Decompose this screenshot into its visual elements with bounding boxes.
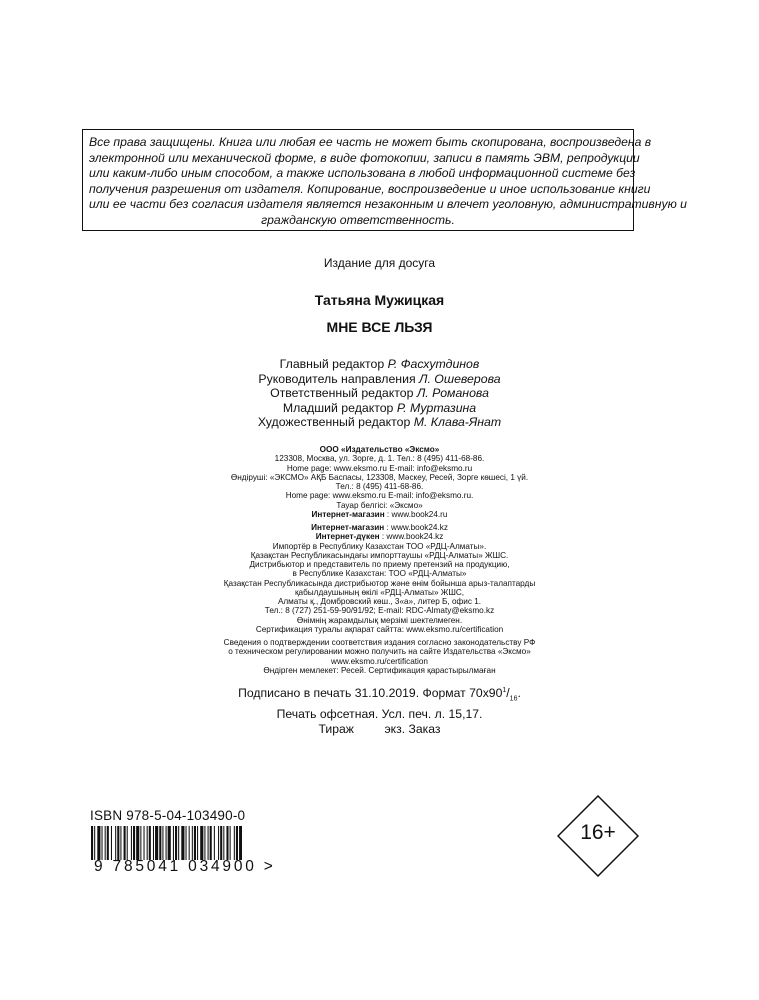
edition-type: Издание для досуга: [323, 256, 436, 270]
barcode-bar: [239, 826, 242, 860]
publisher-trademark: Тауар белгісі: «Эксмо»: [336, 500, 423, 510]
barcode-bar: [136, 826, 139, 860]
author-name: Татьяна Мужицкая: [314, 292, 445, 308]
circulation-rest: экз. Заказ: [384, 721, 441, 736]
publisher-name: ООО «Издательство «Эксмо»: [319, 445, 440, 454]
publisher-kz-producer: Өндіруші: «ЭКСМО» АҚБ Баспасы, 123308, Мәскеу, Ресей, Зорге көшесі, 1 үй.: [230, 472, 529, 482]
barcode-bar: [226, 826, 228, 860]
online-shop-kz2-url: : www.book24.kz: [379, 532, 444, 542]
online-shop-kz: [0, 523, 759, 532]
circulation-label: Тираж: [318, 721, 354, 736]
barcode-bar: [91, 826, 93, 860]
staff-name: Р. Фасхутдинов: [387, 357, 480, 371]
distributor: Дистрибьютор и представитель по приему претензий на продукцию,: [249, 560, 510, 569]
staff-line: [0, 357, 759, 372]
staff-name: Р. Муртазина: [396, 400, 477, 415]
importer: Импортёр в Республику Казахстан ТОО «РДЦ-Алматы».: [272, 541, 487, 551]
conformity-note: Сведения о подтверждении соответствия издания согласно законодательству РФ: [223, 638, 536, 647]
distributor: в Республике Казахстан: ТОО «РДЦ-Алматы»: [292, 569, 467, 579]
barcode-bar: [120, 826, 121, 860]
online-shop-kz-url: : www.book24.kz: [384, 523, 448, 532]
staff-name: Л. Ошеверова: [419, 371, 501, 386]
copyright-line: или каким-либо иным способом, а также использована в любой информационной системе без: [89, 166, 636, 181]
printing-type: Печать офсетная. Усл. печ. л. 15,17.: [276, 707, 483, 721]
barcode-bar: [149, 826, 151, 860]
barcode-bar: [230, 826, 231, 860]
staff-role: Ответственный редактор: [270, 386, 414, 401]
conformity-note: о техническом регулировании можно получить на сайте Издательства «Эксмо»: [228, 647, 531, 657]
age-rating: 16+: [580, 821, 616, 844]
importer-kz: Қазақстан Республикасындағы импорттаушы «РДЦ-Алматы» ЖШС.: [250, 550, 509, 560]
distributor-kz: Қазақстан Республикасында дистрибьютор және өнім бойынша арыз-талаптарды: [223, 578, 536, 588]
barcode-bar: [223, 826, 224, 860]
barcode-bar: [208, 826, 209, 860]
barcode-digits: 9 785041 034900 >: [94, 858, 276, 875]
barcode-image: [90, 826, 242, 860]
barcode-bar: [144, 826, 145, 860]
barcode-bar: [111, 826, 112, 860]
online-shop-url: : www.book24.ru: [384, 509, 448, 519]
barcode-bar: [173, 826, 174, 860]
barcode-bar: [200, 826, 203, 860]
staff-role: Младший редактор: [282, 400, 394, 415]
staff-line: [0, 415, 759, 430]
publisher-kz-phone: Тел.: 8 (495) 411-68-86.: [335, 482, 424, 491]
staff-line: [0, 386, 759, 401]
validity-note: Өнімнің жарамдылық мерзімі шектелмеген.: [296, 615, 463, 625]
barcode-bar: [175, 826, 177, 860]
barcode-bar: [234, 826, 235, 860]
almaty-contacts: Тел.: 8 (727) 251-59-90/91/92; E-mail: RDC-Almaty@eksmo.kz: [264, 606, 495, 616]
barcode-bar: [105, 826, 106, 860]
barcode-bar: [210, 826, 212, 860]
staff-name: Л. Романова: [416, 386, 489, 401]
barcode-bar: [194, 826, 196, 860]
publisher-homepage: Home page: www.eksmo.ru E-mail: info@eksmo.ru: [286, 463, 473, 473]
copyright-line: гражданскую ответственность.: [261, 212, 455, 227]
barcode-bar: [189, 826, 190, 860]
copyright-line: получения разрешения от издателя. Копирование, воспроизведение и иное использование книги: [89, 181, 651, 196]
signed-for-print: [0, 684, 759, 707]
barcode-bar: [94, 826, 95, 860]
barcode-bar: [102, 826, 103, 860]
barcode-bar: [127, 826, 128, 860]
barcode-bar: [133, 826, 135, 860]
circulation: [0, 722, 759, 737]
online-shop-kz-label: Интернет-магазин: [311, 523, 385, 532]
format-denominator: 16: [509, 695, 518, 703]
online-shop-kz2: [0, 532, 759, 541]
almaty-address: Алматы қ., Домбровский көш., 3«а», литер Б, офис 1.: [277, 597, 482, 606]
copyright-notice: [82, 129, 687, 231]
barcode-bar: [147, 826, 148, 860]
barcode-bar: [220, 826, 222, 860]
barcode-bar: [155, 826, 158, 860]
barcode-bar: [192, 826, 193, 860]
signed-text: Подписано в печать 31.10.2019. Формат 70х90: [238, 686, 503, 701]
barcode-bar: [214, 826, 215, 860]
barcode-bar: [153, 826, 154, 860]
copyright-line: или ее части без согласия издателя является незаконным и влечет уголовную, административную и: [89, 197, 687, 212]
barcode-bar: [197, 826, 198, 860]
publisher-address: 123308, Москва, ул. Зорге, д. 1. Тел.: 8 (495) 411-68-86.: [274, 454, 485, 464]
staff-role: Художественный редактор: [257, 415, 411, 430]
book-title: МНЕ ВСЕ ЛЬЗЯ: [326, 319, 433, 335]
copyright-line: электронной или механической форме, в виде фотокопии, записи в память ЭВМ, репродукции: [89, 150, 640, 165]
barcode-bar: [124, 826, 126, 860]
barcode-bar: [181, 826, 184, 860]
barcode-bar: [186, 826, 187, 860]
format-end: .: [517, 686, 521, 701]
barcode-bar: [178, 826, 179, 860]
barcode-bar: [117, 826, 119, 860]
publisher-kz-homepage: Home page: www.eksmo.ru E-mail: info@eksmo.ru.: [285, 491, 474, 501]
online-shop-kz2-label: Интернет-дүкен: [315, 532, 380, 542]
distributor-kz: қабылдаушының өкілі «РДЦ-Алматы» ЖШС,: [294, 587, 465, 597]
staff-line: [0, 372, 759, 387]
publisher-info: [0, 445, 759, 675]
staff-line: [0, 401, 759, 416]
origin-kz: Өндірген мемлекет: Ресей. Сертификация қарастырылмаған: [263, 665, 496, 675]
copyright-line: Все права защищены. Книга или любая ее часть не может быть скопирована, воспроизведена в: [89, 135, 652, 149]
barcode-bar: [204, 826, 205, 860]
staff-role: Главный редактор: [279, 357, 385, 371]
format-numerator: 1: [502, 687, 507, 694]
barcode-bar: [168, 826, 171, 860]
barcode-bar: [159, 826, 161, 860]
barcode-bar: [107, 826, 109, 860]
conformity-url: www.eksmo.ru/certification: [331, 656, 428, 666]
online-shop: [0, 510, 759, 519]
barcode-bar: [218, 826, 219, 860]
online-shop-label: Интернет-магазин: [311, 509, 385, 519]
barcode-bar: [131, 826, 132, 860]
certification-kz: Сертификация туралы ақпарат сайтта: www.eksmo.ru/certification: [255, 624, 504, 634]
barcode-bar: [140, 826, 141, 860]
barcode-bar: [162, 826, 163, 860]
staff-role: Руководитель направления: [258, 371, 416, 386]
isbn-label: ISBN 978-5-04-103490-0: [90, 808, 246, 823]
barcode-bar: [236, 826, 238, 860]
format-slash: /: [506, 686, 510, 701]
print-info: [0, 684, 759, 736]
editorial-staff: [0, 357, 759, 430]
staff-name: М. Клава-Янат: [413, 415, 502, 430]
barcode-bar: [166, 826, 167, 860]
barcode-bar: [97, 826, 100, 860]
barcode-bar: [115, 826, 116, 860]
